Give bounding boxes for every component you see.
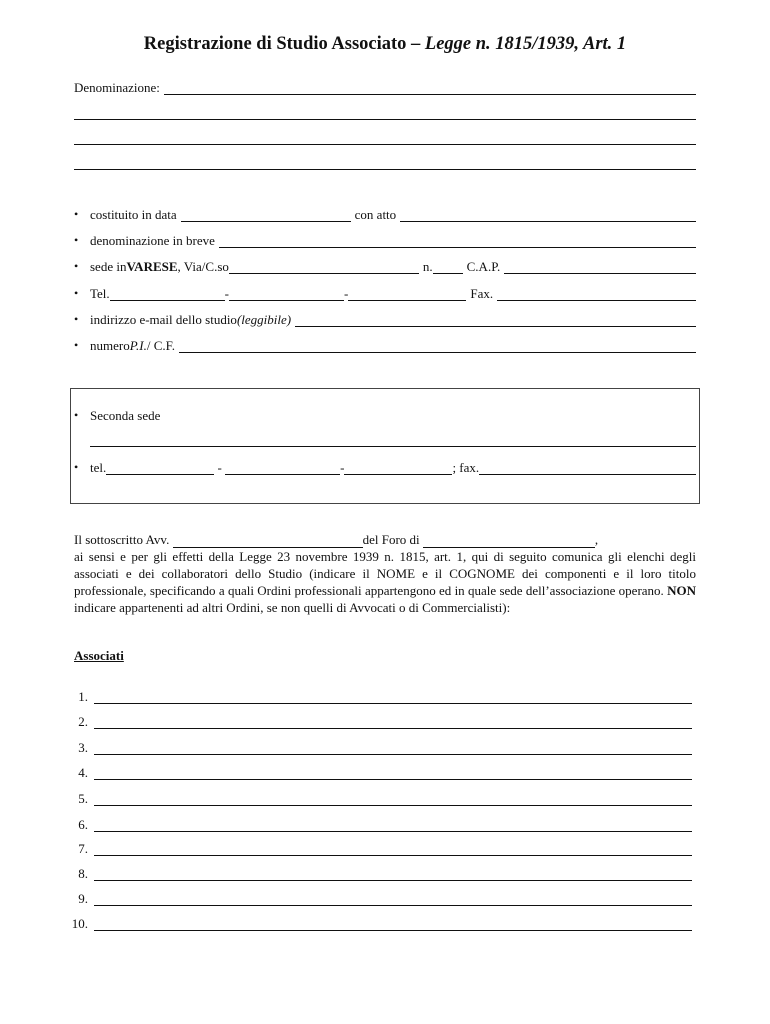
- associati-heading: Associati: [74, 648, 124, 663]
- sottoscritto-label: Il sottoscritto Avv.: [74, 532, 173, 547]
- associato-row: [62, 841, 692, 856]
- associato-field-4[interactable]: [94, 767, 692, 780]
- via-label: , Via/C.so: [177, 259, 229, 274]
- page-title: [0, 34, 770, 55]
- denominazione-field-line-3[interactable]: [74, 144, 696, 145]
- piva-cf-field[interactable]: [179, 340, 696, 353]
- associato-field-10[interactable]: [94, 918, 692, 931]
- associato-row: [62, 765, 692, 780]
- dash: -: [224, 286, 230, 301]
- costituito-row: [74, 207, 696, 222]
- associato-row: [62, 714, 692, 729]
- row-number: 2.: [78, 714, 88, 729]
- row-number: 9.: [78, 891, 88, 906]
- denominazione-label: Denominazione:: [74, 80, 160, 95]
- email-field[interactable]: [295, 314, 696, 327]
- cap-field[interactable]: [504, 261, 696, 274]
- associato-row: [62, 689, 692, 704]
- associato-field-7[interactable]: [94, 843, 692, 856]
- associato-field-8[interactable]: [94, 868, 692, 881]
- denominazione-breve-row: [74, 233, 696, 248]
- seconda-fax-field[interactable]: [479, 462, 696, 475]
- avvocato-name-field[interactable]: [173, 535, 363, 548]
- con-atto-label: con atto: [354, 207, 397, 222]
- dash: -: [214, 460, 226, 475]
- tel-label: Tel.: [90, 286, 110, 301]
- costituito-label: costituito in data: [90, 207, 177, 222]
- associato-row: [62, 866, 692, 881]
- con-atto-field[interactable]: [400, 209, 696, 222]
- row-number: 7.: [78, 841, 88, 856]
- tel-fax-row: [74, 286, 696, 301]
- data-costituzione-field[interactable]: [181, 209, 351, 222]
- row-number: 10.: [71, 916, 88, 931]
- tel-number-field[interactable]: [348, 288, 466, 301]
- seconda-tel-number-field[interactable]: [344, 462, 452, 475]
- associato-row: [62, 791, 692, 806]
- associato-field-6[interactable]: [94, 819, 692, 832]
- bullet: •: [74, 286, 79, 300]
- bullet: •: [74, 312, 79, 326]
- foro-label: del Foro di: [362, 532, 423, 547]
- associato-row: [62, 891, 692, 906]
- email-note: (leggibile): [236, 312, 292, 327]
- row-number: 5.: [78, 791, 88, 806]
- numero-civico-field[interactable]: [433, 261, 463, 274]
- denominazione-row: [74, 80, 696, 95]
- bullet: •: [74, 207, 79, 221]
- row-number: 3.: [78, 740, 88, 755]
- associato-row: [62, 740, 692, 755]
- paragraph-body-2: indicare appartenenti ad altri Ordini, se non quelli di Avvocati o di Commercialisti):: [74, 600, 511, 615]
- seconda-tel-mid-field[interactable]: [225, 462, 340, 475]
- cap-label: C.A.P.: [466, 259, 501, 274]
- tel-prefix-field[interactable]: [110, 288, 225, 301]
- associato-row: [62, 817, 692, 832]
- associato-row: [62, 916, 692, 931]
- seconda-sede-tel-row: [74, 460, 696, 475]
- seconda-sede-label: Seconda sede: [90, 408, 161, 423]
- bullet: •: [74, 259, 79, 273]
- title-main: Registrazione di Studio Associato –: [143, 34, 425, 54]
- seconda-fax-label: ; fax.: [452, 460, 480, 475]
- row-number: 4.: [78, 765, 88, 780]
- associato-field-9[interactable]: [94, 893, 692, 906]
- bullet: •: [74, 233, 79, 247]
- dichiarazione-paragraph: [74, 531, 696, 616]
- email-row: [74, 312, 696, 327]
- numero-label: numero: [90, 338, 130, 353]
- associato-field-5[interactable]: [94, 793, 692, 806]
- paragraph-non: NON: [667, 583, 696, 598]
- paragraph-body-1: ai sensi e per gli effetti della Legge 23 novembre 1939 n. 1815, art. 1, qui di seguito comunica gli elenchi degli associati e dei collaboratori dello Studio (indicare il NOME e il COGNOME dei componenti e il loro titolo professionale, specificando a quali Ordini professionali appartengono ed in quale sede dell’associazione operano.: [74, 549, 696, 598]
- associato-field-1[interactable]: [94, 691, 692, 704]
- fax-field[interactable]: [497, 288, 696, 301]
- row-number: 6.: [78, 817, 88, 832]
- bullet: •: [74, 460, 79, 474]
- via-field[interactable]: [229, 261, 419, 274]
- denominazione-breve-field[interactable]: [219, 235, 696, 248]
- sede-city: VARESE: [126, 259, 178, 274]
- dash: -: [340, 460, 345, 475]
- email-label: indirizzo e-mail dello studio: [90, 312, 237, 327]
- denominazione-field-line-4[interactable]: [74, 169, 696, 170]
- associato-field-2[interactable]: [94, 716, 692, 729]
- cf-label: / C.F.: [146, 338, 176, 353]
- title-law-reference: Legge n. 1815/1939, Art. 1: [424, 34, 627, 54]
- denominazione-field[interactable]: [164, 82, 696, 95]
- associato-field-3[interactable]: [94, 742, 692, 755]
- piva-row: [74, 338, 696, 353]
- bullet: •: [74, 338, 79, 352]
- sede-row: [74, 259, 696, 274]
- bullet: •: [74, 408, 79, 422]
- dash: -: [344, 286, 349, 301]
- comma: ,: [594, 532, 599, 547]
- fax-label: Fax.: [470, 286, 494, 301]
- tel-mid-field[interactable]: [229, 288, 344, 301]
- seconda-tel-label: tel.: [90, 460, 107, 475]
- numero-civico-label: n.: [422, 259, 433, 274]
- row-number: 1.: [78, 689, 88, 704]
- sede-label: sede in: [90, 259, 127, 274]
- row-number: 8.: [78, 866, 88, 881]
- denominazione-breve-label: denominazione in breve: [90, 233, 215, 248]
- foro-field[interactable]: [423, 535, 595, 548]
- denominazione-field-line-2[interactable]: [74, 119, 696, 120]
- seconda-sede-field[interactable]: [90, 446, 696, 447]
- seconda-sede-row: [74, 408, 696, 423]
- pi-label: P.I.: [129, 338, 147, 353]
- seconda-tel-prefix-field[interactable]: [106, 462, 214, 475]
